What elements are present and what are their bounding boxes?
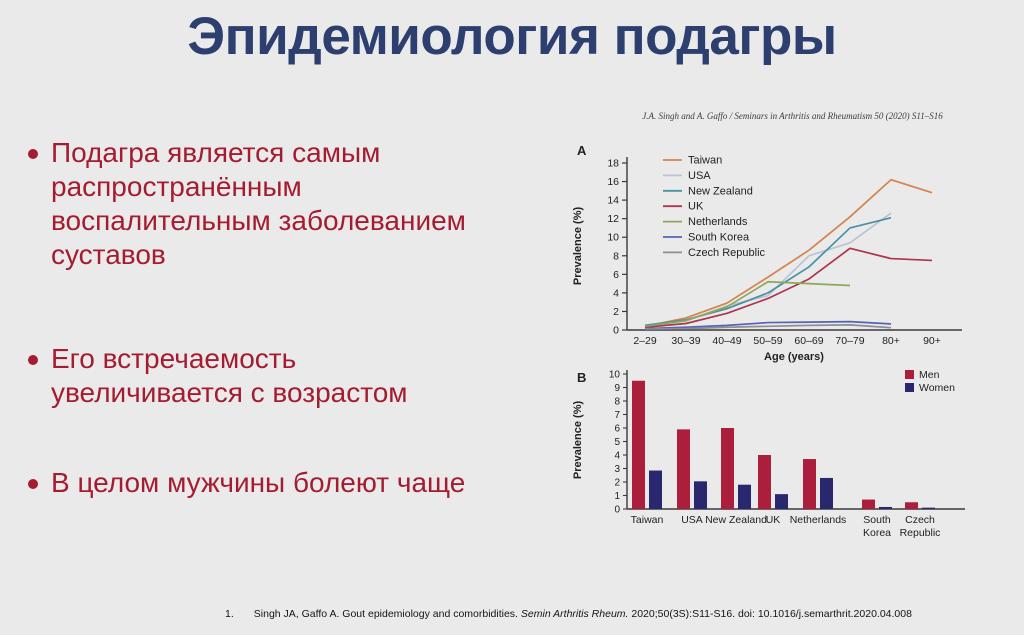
svg-text:Republic: Republic (899, 527, 941, 539)
page-title: Эпидемиология подагры (187, 7, 837, 66)
figure-panel (565, 108, 1020, 563)
svg-text:3: 3 (614, 464, 620, 475)
svg-text:5: 5 (614, 437, 620, 448)
svg-text:18: 18 (607, 157, 619, 170)
prevalence-by-country-gender-bar-chart (565, 362, 1020, 562)
bullet-text: В целом мужчины болеют чаще (51, 467, 466, 498)
svg-text:Age (years): Age (years) (764, 351, 824, 363)
svg-text:9: 9 (614, 383, 620, 394)
reference (225, 608, 912, 620)
svg-text:Netherlands: Netherlands (688, 216, 748, 229)
svg-text:Women: Women (919, 382, 955, 394)
svg-text:14: 14 (607, 194, 619, 207)
svg-text:0: 0 (613, 324, 619, 337)
svg-text:2–29: 2–29 (633, 335, 657, 347)
svg-text:B: B (577, 370, 587, 385)
svg-text:Prevalence (%): Prevalence (%) (572, 206, 584, 286)
svg-text:10: 10 (607, 231, 619, 244)
svg-text:4: 4 (613, 287, 619, 300)
reference-tail: 2020;50(3S):S11-S16. doi: 10.1016/j.semarthrit.2020.04.008 (628, 608, 912, 620)
svg-text:7: 7 (614, 410, 620, 421)
svg-text:Taiwan: Taiwan (688, 154, 723, 167)
prevalence-by-age-line-chart (565, 133, 1020, 363)
svg-text:South Korea: South Korea (688, 231, 750, 244)
svg-text:0: 0 (614, 504, 620, 516)
svg-text:2: 2 (613, 305, 619, 318)
svg-text:USA: USA (681, 514, 703, 526)
svg-text:40–49: 40–49 (712, 335, 742, 347)
svg-text:Netherlands: Netherlands (789, 514, 847, 526)
svg-text:UK: UK (688, 200, 704, 213)
svg-text:New Zealand: New Zealand (705, 514, 767, 526)
svg-text:50–59: 50–59 (753, 335, 783, 347)
svg-text:Czech: Czech (905, 514, 935, 526)
svg-text:80+: 80+ (882, 335, 900, 347)
bullet-dot-icon (28, 149, 38, 159)
svg-text:8: 8 (614, 396, 620, 408)
svg-text:New Zealand: New Zealand (688, 185, 753, 198)
svg-text:6: 6 (614, 423, 620, 435)
reference-journal: Semin Arthritis Rheum. (520, 608, 629, 620)
svg-text:6: 6 (613, 268, 619, 281)
svg-text:8: 8 (613, 250, 619, 263)
svg-text:Men: Men (919, 369, 940, 381)
bullet-text: Подагра является самым распространённым воспалительным заболеванием суставов (51, 137, 466, 270)
svg-text:A: A (577, 143, 587, 158)
bullet-item (28, 342, 503, 410)
bullet-text: Его встречаемость увеличивается с возрастом (51, 343, 408, 408)
svg-text:60–69: 60–69 (794, 335, 824, 347)
svg-text:1: 1 (614, 491, 620, 502)
bullet-dot-icon (28, 479, 38, 489)
svg-text:16: 16 (607, 176, 619, 189)
bullet-list (28, 136, 503, 500)
bullet-item (28, 466, 503, 500)
svg-text:Czech Republic: Czech Republic (688, 246, 766, 259)
svg-text:90+: 90+ (923, 335, 941, 347)
svg-text:Prevalence (%): Prevalence (%) (572, 400, 584, 480)
figure-citation: J.A. Singh and A. Gaffo / Seminars in Arthritis and Rheumatism 50 (2020) S11–S16 (642, 111, 943, 121)
svg-text:10: 10 (608, 369, 620, 381)
svg-text:Korea: Korea (862, 527, 892, 539)
svg-text:Taiwan: Taiwan (630, 514, 664, 526)
svg-text:South: South (863, 514, 891, 526)
svg-text:4: 4 (614, 450, 620, 462)
bullet-dot-icon (28, 355, 38, 365)
svg-text:USA: USA (688, 169, 711, 182)
svg-text:70–79: 70–79 (835, 335, 865, 347)
svg-text:2: 2 (614, 477, 620, 489)
reference-text: Singh JA, Gaffo A. Gout epidemiology and comorbidities. (253, 608, 521, 620)
svg-text:UK: UK (765, 514, 781, 526)
reference-number: 1. (225, 608, 234, 620)
svg-text:30–39: 30–39 (671, 335, 701, 347)
svg-text:12: 12 (607, 213, 619, 226)
bullet-item (28, 136, 503, 272)
